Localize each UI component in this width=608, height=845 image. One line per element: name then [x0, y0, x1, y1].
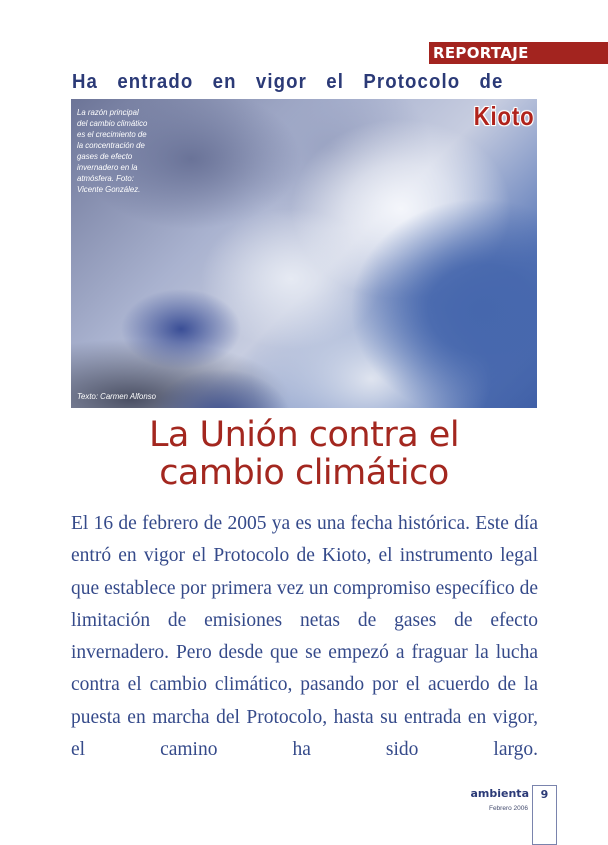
headline-line-1: La Unión contra el — [148, 415, 460, 455]
kicker-word: vigor — [255, 71, 307, 93]
section-tag: REPORTAJE — [429, 42, 608, 64]
kicker-word: Protocolo — [363, 71, 461, 93]
kicker-word: de — [479, 71, 504, 93]
issue-date: Febrero 2006 — [488, 805, 528, 812]
kicker-word: el — [326, 71, 345, 93]
kicker-word: entrado — [117, 71, 194, 93]
headline-line-2: cambio climático — [159, 453, 449, 493]
kicker-line — [72, 70, 504, 94]
page-number-box — [532, 785, 557, 845]
magazine-brand: ambienta — [470, 787, 529, 800]
photo-credit: Texto: Carmen Alfonso — [77, 391, 156, 401]
sky-clouds-photo — [71, 99, 537, 408]
headline — [70, 416, 538, 492]
kicker-word: en — [212, 71, 237, 93]
kicker-accent-kioto: Kioto — [473, 101, 534, 131]
photo-caption: La razón principal del cambio climático es el crecimiento de la concentración de gases de efecto invernadero en la atmósfera. Foto: Vicente González. — [77, 107, 148, 194]
page-number: 9 — [540, 788, 549, 801]
lead-paragraph: El 16 de febrero de 2005 ya es una fecha histórica. Este día entró en vigor el Protocolo de Kioto, el instrumento legal que establece por primera vez un compromiso específico de limitación de emisiones netas de gases de efecto invernadero. Pero desde que se empezó a fraguar la lucha contra el cambio climático, pasando por el acuerdo de la puesta en marcha del Protocolo, hasta su entrada en vigor, el camino ha sido largo. — [71, 513, 538, 761]
kicker-word: Ha — [72, 71, 99, 93]
